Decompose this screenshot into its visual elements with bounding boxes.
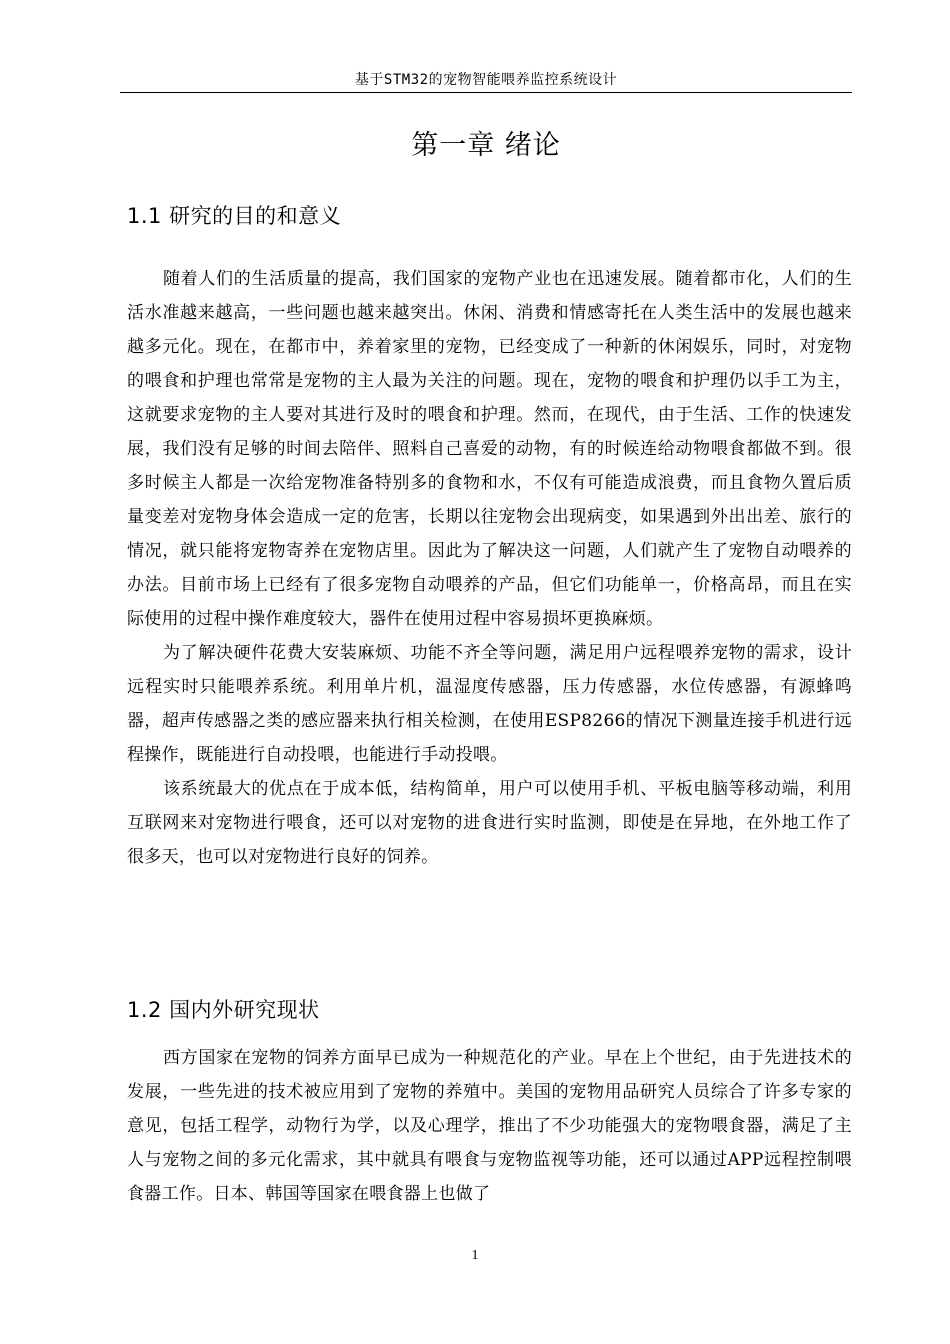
paragraph: 随着人们的生活质量的提高，我们国家的宠物产业也在迅速发展。随着都市化，人们的生活水准越来越高，一些问题也越来越突出。休闲、消费和情感寄托在人类生活中的发展也越来越多元化。现在，在都市中，养着家里的宠物，已经变成了一种新的休闲娱乐，同时，对宠物的喂食和护理也常常是宠物的主人最为关注的问题。现在，宠物的喂食和护理仍以手工为主，这就要求宠物的主人要对其进行及时的喂食和护理。然而，在现代，由于生活、工作的快速发展，我们没有足够的时间去陪伴、照料自己喜爱的动物，有的时候连给动物喂食都做不到。很多时候主人都是一次给宠物准备特别多的食物和水，不仅有可能造成浪费，而且食物久置后质量变差对宠物身体会造成一定的危害，长期以往宠物会出现病变，如果遇到外出出差、旅行的情况，就只能将宠物寄养在宠物店里。因此为了解决这一问题，人们就产生了宠物自动喂养的办法。目前市场上已经有了很多宠物自动喂养的产品，但它们功能单一，价格高昂，而且在实际使用的过程中操作难度较大，器件在使用过程中容易损坏更换麻烦。 bbox=[127, 269, 852, 629]
paragraph: 西方国家在宠物的饲养方面早已成为一种规范化的产业。早在上个世纪，由于先进技术的发展，一些先进的技术被应用到了宠物的养殖中。美国的宠物用品研究人员综合了许多专家的意见，包括工程学，动物行为学，以及心理学，推出了不少功能强大的宠物喂食器，满足了主人与宠物之间的多元化需求，其中就具有喂食与宠物监视等功能，还可以通过APP远程控制喂食器工作。日本、韩国等国家在喂食器上也做了 bbox=[127, 1048, 852, 1204]
chapter-title: 第一章 绪论 bbox=[411, 130, 561, 161]
section-heading-1-1: 1.1 研究的目的和意义 bbox=[127, 204, 342, 228]
page-number: 1 bbox=[471, 1248, 479, 1263]
section-body-1-1 bbox=[127, 262, 852, 874]
header-divider bbox=[120, 92, 852, 93]
paragraph: 该系统最大的优点在于成本低，结构简单，用户可以使用手机、平板电脑等移动端，利用互联网来对宠物进行喂食，还可以对宠物的进食进行实时监测，即使是在异地，在外地工作了很多天，也可以对宠物进行良好的饲养。 bbox=[127, 779, 852, 867]
running-header: 基于STM32的宠物智能喂养监控系统设计 bbox=[354, 72, 618, 88]
section-heading-1-2: 1.2 国内外研究现状 bbox=[127, 998, 320, 1022]
section-body-1-2 bbox=[127, 1041, 852, 1211]
paragraph: 为了解决硬件花费大安装麻烦、功能不齐全等问题，满足用户远程喂养宠物的需求，设计远程实时只能喂养系统。利用单片机，温湿度传感器，压力传感器，水位传感器，有源蜂鸣器，超声传感器之类的感应器来执行相关检测，在使用ESP8266的情况下测量连接手机进行远程操作，既能进行自动投喂，也能进行手动投喂。 bbox=[127, 643, 852, 765]
